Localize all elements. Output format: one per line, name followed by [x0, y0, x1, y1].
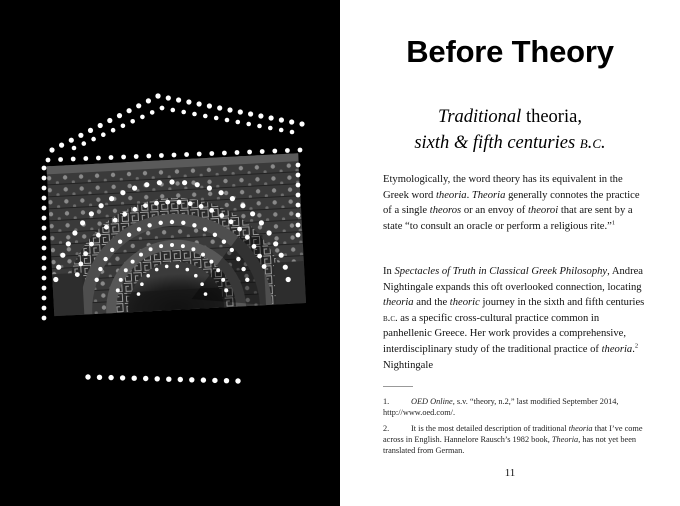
illustration-dot [149, 247, 153, 251]
illustration-dot [154, 201, 159, 206]
illustration-dot [146, 274, 150, 278]
illustration-dot [236, 120, 241, 125]
illustration-dot [178, 377, 183, 382]
section-subtitle [340, 104, 680, 156]
illustration-dot [89, 211, 94, 216]
illustration-dot [83, 156, 88, 161]
illustration-dot [241, 267, 245, 271]
illustration-dot [116, 288, 120, 292]
illustration-dot [169, 179, 174, 184]
illustration-dot [245, 278, 249, 282]
illustration-dot [191, 247, 195, 251]
illustration-dot [189, 377, 194, 382]
illustration-dot [137, 227, 141, 231]
illustration-dot [97, 375, 102, 380]
illustration-dot [290, 130, 295, 135]
footnote-2-text-2: that I’ve come across in English. Hannelore Rausch’s 1982 book, [383, 424, 643, 444]
illustration-dot [136, 103, 141, 108]
footnote-ref-2[interactable]: 2 [634, 342, 639, 350]
illustration-dot [150, 110, 155, 115]
illustration-dot [203, 227, 207, 231]
illustration-dot [296, 163, 301, 168]
illustration-dot [96, 233, 101, 238]
illustration-dot [235, 378, 240, 383]
illustration-dot [89, 242, 94, 247]
illustration-dot [207, 103, 212, 108]
illustration-dot [155, 268, 159, 272]
footnote-1-number: 1. [383, 397, 390, 406]
illustration-dot [42, 216, 47, 221]
illustration-dot [224, 288, 228, 292]
illustration-dot [221, 278, 225, 282]
illustration-dot [260, 149, 265, 154]
illustration-dot [42, 176, 47, 181]
arch-photo [47, 153, 307, 316]
illustration-dot [299, 121, 304, 126]
p2-text-7: Nightingale [383, 359, 434, 371]
illustration-dot [219, 190, 224, 195]
illustration-dot [42, 236, 47, 241]
illustration-dot [283, 265, 288, 270]
illustration-dot [42, 206, 47, 211]
illustration-dot [157, 180, 162, 185]
illustration-dot [42, 276, 47, 281]
illustration-dot [298, 148, 303, 153]
illustration-dot [279, 117, 284, 122]
illustration-dot [49, 147, 54, 152]
illustration-dot [213, 233, 217, 237]
illustration-dot [144, 182, 149, 187]
illustration-dot [296, 233, 301, 238]
illustration-dot [214, 116, 219, 121]
p1-text-1: Etymologically, the word theory has its equivalent in the Greek word [383, 174, 623, 201]
illustration-dot [257, 254, 262, 259]
illustration-dot [296, 223, 301, 228]
subtitle-rest: theoria, [521, 107, 582, 127]
illustration-dot [172, 153, 177, 158]
p1-text-4: or an envoy of [461, 205, 528, 217]
illustration-dot [132, 376, 137, 381]
footnote-divider [383, 386, 413, 387]
footnote-1-emphasis: OED Online [411, 397, 453, 406]
illustration-dot [66, 241, 71, 246]
illustration-dot [222, 240, 226, 244]
illustration-dot [109, 196, 114, 201]
illustration-dot [166, 95, 171, 100]
illustration-dot [224, 378, 229, 383]
subtitle-italic-word: Traditional [438, 107, 522, 127]
illustration-dot [230, 248, 234, 252]
illustration-dot [268, 126, 273, 131]
illustration-dot [273, 241, 278, 246]
illustration-dot [229, 219, 234, 224]
illustration-dot [58, 157, 63, 162]
subtitle-line-2 [340, 130, 680, 156]
illustration-dot [53, 277, 58, 282]
illustration-dot [42, 296, 47, 301]
illustration-dot [181, 244, 185, 248]
subtitle-era-smallcaps: b.c. [579, 133, 606, 153]
illustration-dot [248, 111, 253, 116]
illustration-dot [72, 146, 77, 151]
illustration-dot [171, 108, 176, 113]
illustration-dot [230, 196, 235, 201]
illustration-dot [209, 260, 213, 264]
illustration-dot [181, 221, 185, 225]
illustration-dot [204, 292, 208, 296]
illustration-dot [139, 253, 143, 257]
illustration-dot [272, 149, 277, 154]
p1-text-5: that are sent by a state “to consult an oracle or perform a religious rite.” [383, 205, 633, 232]
illustration-dot [262, 264, 267, 269]
p1-emphasis-1: theoria [435, 189, 467, 201]
illustration-dot [42, 246, 47, 251]
illustration-dot [147, 223, 151, 227]
footnote-2-emphasis-2: Theoria [551, 435, 579, 444]
illustration-dot [127, 233, 131, 237]
illustration-dot [75, 272, 80, 277]
illustration-dot [170, 220, 174, 224]
illustration-dot [296, 183, 301, 188]
footnote-2-emphasis-1: theoria [568, 424, 593, 433]
illustration-dot [98, 123, 103, 128]
page-number: 11 [504, 467, 516, 479]
illustration-dot [165, 265, 169, 269]
illustration-dot [296, 203, 301, 208]
illustration-dot [99, 203, 104, 208]
illustration-dot [59, 143, 64, 148]
illustration-dot [130, 119, 135, 124]
illustration-dot [212, 378, 217, 383]
illustration-dot [155, 376, 160, 381]
illustration-dot [219, 213, 224, 218]
illustration-dot [113, 218, 118, 223]
illustration-dot [159, 244, 163, 248]
illustration-dot [235, 150, 240, 155]
illustration-dot [170, 243, 174, 247]
illustration-dot [181, 110, 186, 115]
illustration-dot [279, 253, 284, 258]
illustration-dot [207, 186, 212, 191]
illustration-dot [203, 114, 208, 119]
illustration-dot [186, 268, 190, 272]
illustration-dot [143, 376, 148, 381]
illustration-dot [122, 212, 127, 217]
illustration-dot [42, 226, 47, 231]
illustration-dot [91, 137, 96, 142]
illustration-dot [60, 253, 65, 258]
p2-text-1: In [383, 266, 395, 277]
illustration-dot [56, 265, 61, 270]
illustration-dot [296, 193, 301, 198]
p2-emphasis-2: theoria [383, 297, 414, 309]
illustration-dot [146, 154, 151, 159]
illustration-dot [216, 268, 220, 272]
illustration-dot [119, 278, 123, 282]
illustration-dot [258, 113, 263, 118]
footnote-2 [383, 423, 653, 456]
illustration-dot [197, 101, 202, 106]
illustration-dot [124, 268, 128, 272]
illustration-dot [82, 141, 87, 146]
p1-text-2: . [466, 189, 472, 201]
illustration-dot [111, 128, 116, 133]
illustration-dot [42, 286, 47, 291]
illustration-dot [165, 200, 170, 205]
illustration-dot [192, 112, 197, 117]
illustration-dot [225, 118, 230, 123]
illustration-dot [120, 375, 125, 380]
illustration-dot [42, 316, 47, 321]
illustration-dot [186, 99, 191, 104]
illustration-dot [132, 186, 137, 191]
illustration-dot [88, 128, 93, 133]
p2-book-title: Spectacles of Truth in Classical Greek Philosophy [394, 266, 608, 277]
illustration-dot [117, 113, 122, 118]
illustration-dot [176, 265, 180, 269]
right-page-text [340, 0, 680, 506]
footnote-2-text-1: It is the most detailed description of traditional [411, 424, 569, 433]
p2-era-smallcaps: b.c. [383, 312, 398, 324]
illustration-dot [267, 230, 272, 235]
illustration-dot [72, 230, 77, 235]
illustration-dot [245, 235, 250, 240]
illustration-dot [42, 196, 47, 201]
illustration-dot [127, 108, 132, 113]
p2-text-2: , Andrea Nightingale expands this oft overlooked connection, locating [383, 266, 644, 293]
footnote-ref-1[interactable]: 1 [611, 219, 616, 227]
illustration-dot [237, 227, 242, 232]
paragraph-2 [383, 264, 645, 373]
illustration-dot [160, 106, 165, 111]
p2-text-3: and the [413, 297, 450, 309]
illustration-dot [222, 151, 227, 156]
illustration-dot [246, 122, 251, 127]
subtitle-line-1 [340, 104, 680, 130]
illustration-dot [259, 220, 264, 225]
illustration-dot [257, 124, 262, 129]
p1-emphasis-4: theoroi [527, 205, 559, 217]
illustration-dot [199, 204, 204, 209]
illustration-dot [252, 244, 257, 249]
illustration-dot [155, 93, 160, 98]
illustration-dot [134, 154, 139, 159]
illustration-dot [69, 138, 74, 143]
illustration-dot [296, 173, 301, 178]
illustration-dot [79, 262, 84, 267]
illustration-dot [42, 266, 47, 271]
illustration-dot [118, 240, 122, 244]
illustration-dot [42, 306, 47, 311]
illustration-dot [98, 267, 102, 271]
illustration-dot [110, 248, 114, 252]
illustration-dot [140, 115, 145, 120]
illustration-dot [80, 220, 85, 225]
illustration-dot [209, 151, 214, 156]
illustration-dot [296, 213, 301, 218]
chapter-title: Before Theory [406, 34, 614, 69]
illustration-dot [137, 292, 141, 296]
illustration-dot [140, 282, 144, 286]
footnote-1-text: , s.v. “theory, n.2,” last modified September 2014, http://www.oed.com/. [383, 397, 619, 417]
p2-emphasis-3: theoric [449, 297, 480, 309]
illustration-dot [279, 128, 284, 133]
paragraph-1 [383, 172, 645, 234]
illustration-dot [236, 257, 240, 261]
illustration-dot [184, 152, 189, 157]
illustration-dot [247, 150, 252, 155]
illustration-dot [217, 105, 222, 110]
illustration-dot [78, 133, 83, 138]
illustration-dot [83, 251, 88, 256]
footnote-2-text-3: , has not yet been translated from German. [383, 435, 637, 455]
illustration-dot [95, 278, 99, 282]
illustration-dot [182, 180, 187, 185]
illustration-dot [46, 158, 51, 163]
illustration-dot [131, 260, 135, 264]
illustration-dot [286, 277, 291, 282]
illustration-dot [197, 152, 202, 157]
p2-text-5: as a specific cross-cultural practice common in panhellenic Greece. Her work provides a comprehensive, interdisciplinary study of the traditional practice of [383, 312, 626, 355]
illustration-dot [238, 109, 243, 114]
illustration-dot [143, 203, 148, 208]
illustration-dot [194, 274, 198, 278]
illustration-dot [109, 155, 114, 160]
footnote-1 [383, 396, 653, 418]
illustration-dot [71, 157, 76, 162]
p2-text-6: . [632, 343, 635, 355]
illustration-dot [289, 119, 294, 124]
footnote-2-number: 2. [383, 424, 390, 433]
illustration-dot [104, 225, 109, 230]
p1-emphasis-3: theoros [429, 205, 462, 217]
p2-emphasis-4: theoria [601, 343, 633, 355]
illustration-dot [269, 115, 274, 120]
illustration-dot [42, 256, 47, 261]
p1-emphasis-2: Theoria [471, 189, 506, 201]
illustration-dot [103, 257, 107, 261]
illustration-dot [159, 153, 164, 158]
illustration-dot [96, 156, 101, 161]
illustration-dot [166, 377, 171, 382]
illustration-dot [101, 132, 106, 137]
illustration-dot [177, 200, 182, 205]
illustration-dot [240, 203, 245, 208]
p1-text-3: generally connotes the practice of a single [383, 189, 640, 217]
illustration-dot [285, 148, 290, 153]
subtitle-line2-italic: sixth & fifth centuries [414, 133, 576, 153]
illustration-dot [159, 221, 163, 225]
p2-text-4: journey in the sixth and fifth centuries [479, 297, 645, 309]
illustration-dot [120, 190, 125, 195]
illustration-dot [133, 207, 138, 212]
illustration-dot [146, 98, 151, 103]
illustration-dot [121, 155, 126, 160]
illustration-dot [176, 97, 181, 102]
illustration-dot [209, 208, 214, 213]
illustration-dot [42, 186, 47, 191]
illustration-dot [107, 118, 112, 123]
illustration-dot [201, 253, 205, 257]
illustration-dot [227, 107, 232, 112]
illustration-dot [85, 374, 90, 379]
illustration-dot [42, 166, 47, 171]
illustration-dot [121, 124, 126, 129]
illustration-dot [200, 282, 204, 286]
illustration-dot [192, 223, 196, 227]
illustration-dot [250, 211, 255, 216]
illustration-dot [195, 182, 200, 187]
illustration-dot [201, 377, 206, 382]
illustration-dot [108, 375, 113, 380]
illustration-dot [188, 201, 193, 206]
